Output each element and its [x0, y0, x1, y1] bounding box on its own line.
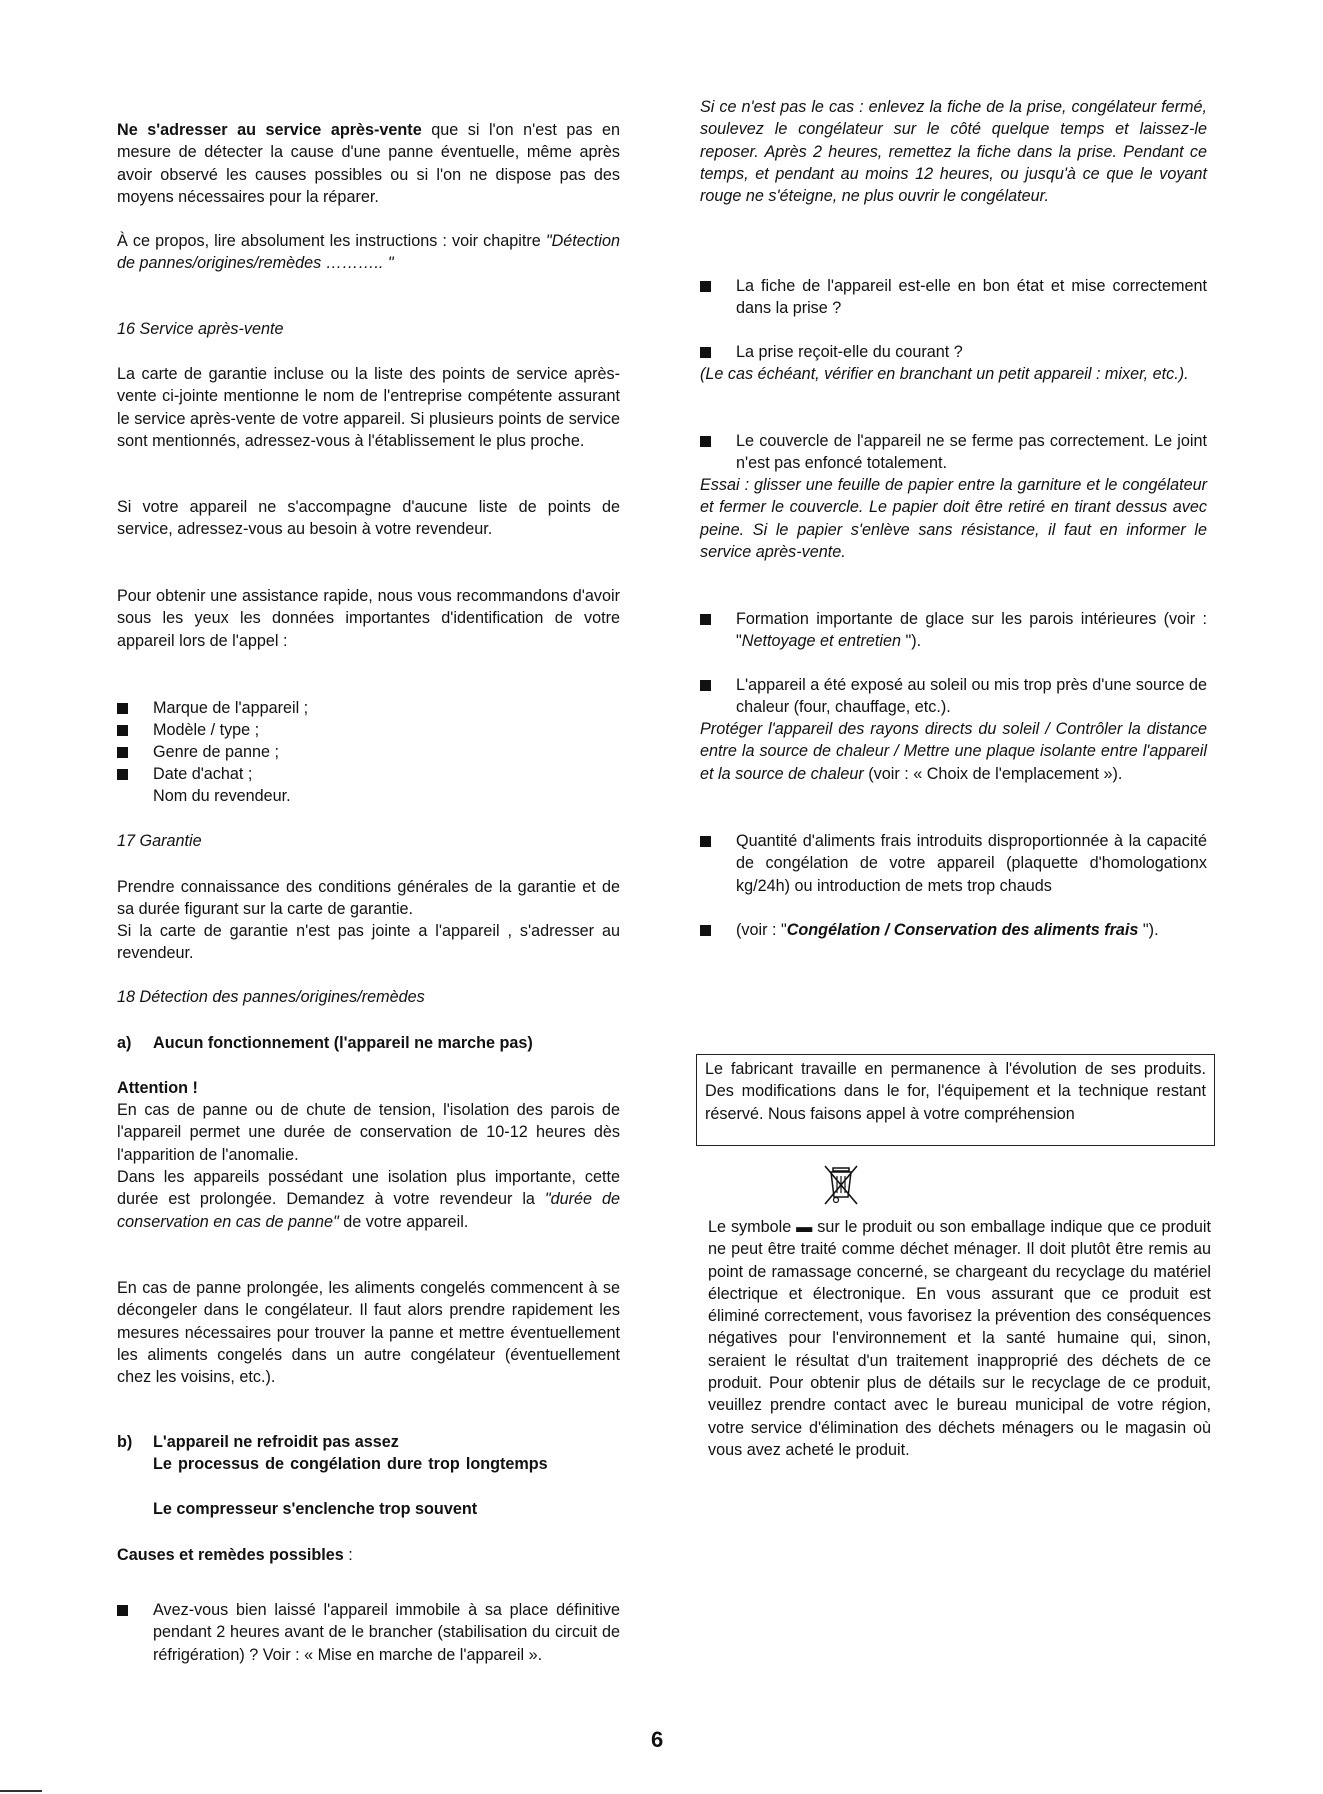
intro-reference: À ce propos, lire absolument les instructions : voir chapitre "Détection de pannes/origines/remèdes ……….. "	[117, 232, 620, 273]
attention-paragraph-2: Dans les appareils possédant une isolation plus importante, cette durée est prolongée. Demandez à votre revendeur la "durée de conservation en cas de panne" de votre appareil.	[117, 1168, 620, 1231]
bullet-square-icon	[117, 747, 128, 758]
attention-paragraph-3: En cas de panne prolongée, les aliments congelés commencent à se décongeler dans le congélateur. Il faut alors prendre rapidement les mesures nécessaires pour trouver la panne et mettre éventuellement les aliments congelés dans un autre congélateur (éventuellement chez les voisins, etc.).	[117, 1279, 620, 1387]
bullet-square-icon	[700, 680, 711, 691]
page-number: 6	[651, 1727, 664, 1752]
attention-heading: Attention !	[117, 1079, 198, 1097]
s17-paragraph-1: Prendre connaissance des conditions générales de la garantie et de sa durée figurant sur la carte de garantie.	[117, 878, 620, 919]
causes-heading: Causes et remèdes possibles :	[117, 1546, 353, 1564]
manufacturer-notice-box: Le fabricant travaille en permanence à l'évolution de ses produits. Des modifications dans le for, l'équipement et la technique restant réservé. Nous faisons appel à votre compréhension	[696, 1054, 1215, 1146]
s16-paragraph-2: Si votre appareil ne s'accompagne d'aucune liste de points de service, adressez-vous au besoin à votre revendeur.	[117, 498, 620, 539]
bullet-square-icon	[117, 1605, 128, 1616]
stabilisation-instructions: Si ce n'est pas le cas : enlevez la fiche de la prise, congélateur fermé, soulevez le congélateur sur le côté quelque temps et laissez-le reposer. Après 2 heures, remettez la fiche dans la prise. Pendant ce temps, et pendant au moins 12 heures, ou jusqu'à ce que le voyant rouge ne s'éteigne, ne plus ouvrir le congélateur.	[700, 98, 1207, 206]
list-item-last: Nom du revendeur.	[153, 787, 291, 805]
corner-mark	[0, 1790, 42, 1792]
weee-paragraph: Le symbole ▬ sur le produit ou son emballage indique que ce produit ne peut être traité comme déchet ménager. Il doit plutôt être remis au point de ramassage concerné, se chargeant du recyclage du matériel électrique et électronique. En vous assurant que ce produit est éliminé correctement, vous favorisez la prévention des conséquences négatives pour l'environnement et la santé humaine qui, sinon, seraient le résultat d'un traitement inapproprié des déchets de ce produit. Pour obtenir plus de détails sur le recyclage de ce produit, veuillez prendre contact avec le bureau municipal de votre région, votre service d'élimination des déchets ménagers ou le magasin où vous avez acheté le produit.	[708, 1218, 1211, 1459]
bullet-square-icon	[117, 769, 128, 780]
attention-paragraph-1: En cas de panne ou de chute de tension, l'isolation des parois de l'appareil permet une durée de conservation de 10-12 heures dès l'apparition de l'anomalie.	[117, 1101, 620, 1164]
s16-paragraph-1: La carte de garantie incluse ou la liste des points de service après-vente ci-jointe mentionne le nom de l'entreprise compétente assurant le service après-vente de votre appareil. Si plusieurs points de service sont mentionnés, adressez-vous à l'établissement le plus proche.	[117, 365, 620, 450]
note-paper-test: Essai : glisser une feuille de papier entre la garniture et le congélateur et fermer le couvercle. Le papier doit être retiré en tirant dessus avec peine. Si le papier s'enlève sans résistance, il faut en informer le service après-vente.	[700, 476, 1207, 561]
bullet-square-icon	[117, 703, 128, 714]
s16-paragraph-3: Pour obtenir une assistance rapide, nous vous recommandons d'avoir sous les yeux les données importantes d'identification de votre appareil lors de l'appel :	[117, 587, 620, 650]
bullet-square-icon	[700, 281, 711, 292]
note-heat-source: Protéger l'appareil des rayons directs du soleil / Contrôler la distance entre la source de chaleur / Mettre une plaque isolante entre l'appareil et la source de chaleur (voir : « Choix de l'emplacement »).	[700, 720, 1207, 783]
crossed-out-wheelie-bin-icon	[822, 1163, 860, 1207]
bullet-square-icon	[700, 436, 711, 447]
note-socket: (Le cas échéant, vérifier en branchant un petit appareil : mixer, etc.).	[700, 365, 1189, 383]
section-18-title: 18 Détection des pannes/origines/remèdes	[117, 988, 425, 1006]
bullet-square-icon	[700, 836, 711, 847]
intro-paragraph: Ne s'adresser au service après-vente que si l'on n'est pas en mesure de détecter la cause d'une panne éventuelle, même après avoir observé les causes possibles ou si l'on ne dispose pas des moyens nécessaires pour la réparer.	[117, 121, 621, 206]
bullet-square-icon	[700, 614, 711, 625]
section-17-title: 17 Garantie	[117, 832, 202, 850]
bullet-square-icon	[700, 925, 711, 936]
bullet-square-icon	[700, 347, 711, 358]
bullet-square-icon	[117, 725, 128, 736]
s17-paragraph-2: Si la carte de garantie n'est pas jointe a l'appareil , s'adresser au revendeur.	[117, 922, 620, 963]
section-16-title: 16 Service après-vente	[117, 320, 284, 338]
